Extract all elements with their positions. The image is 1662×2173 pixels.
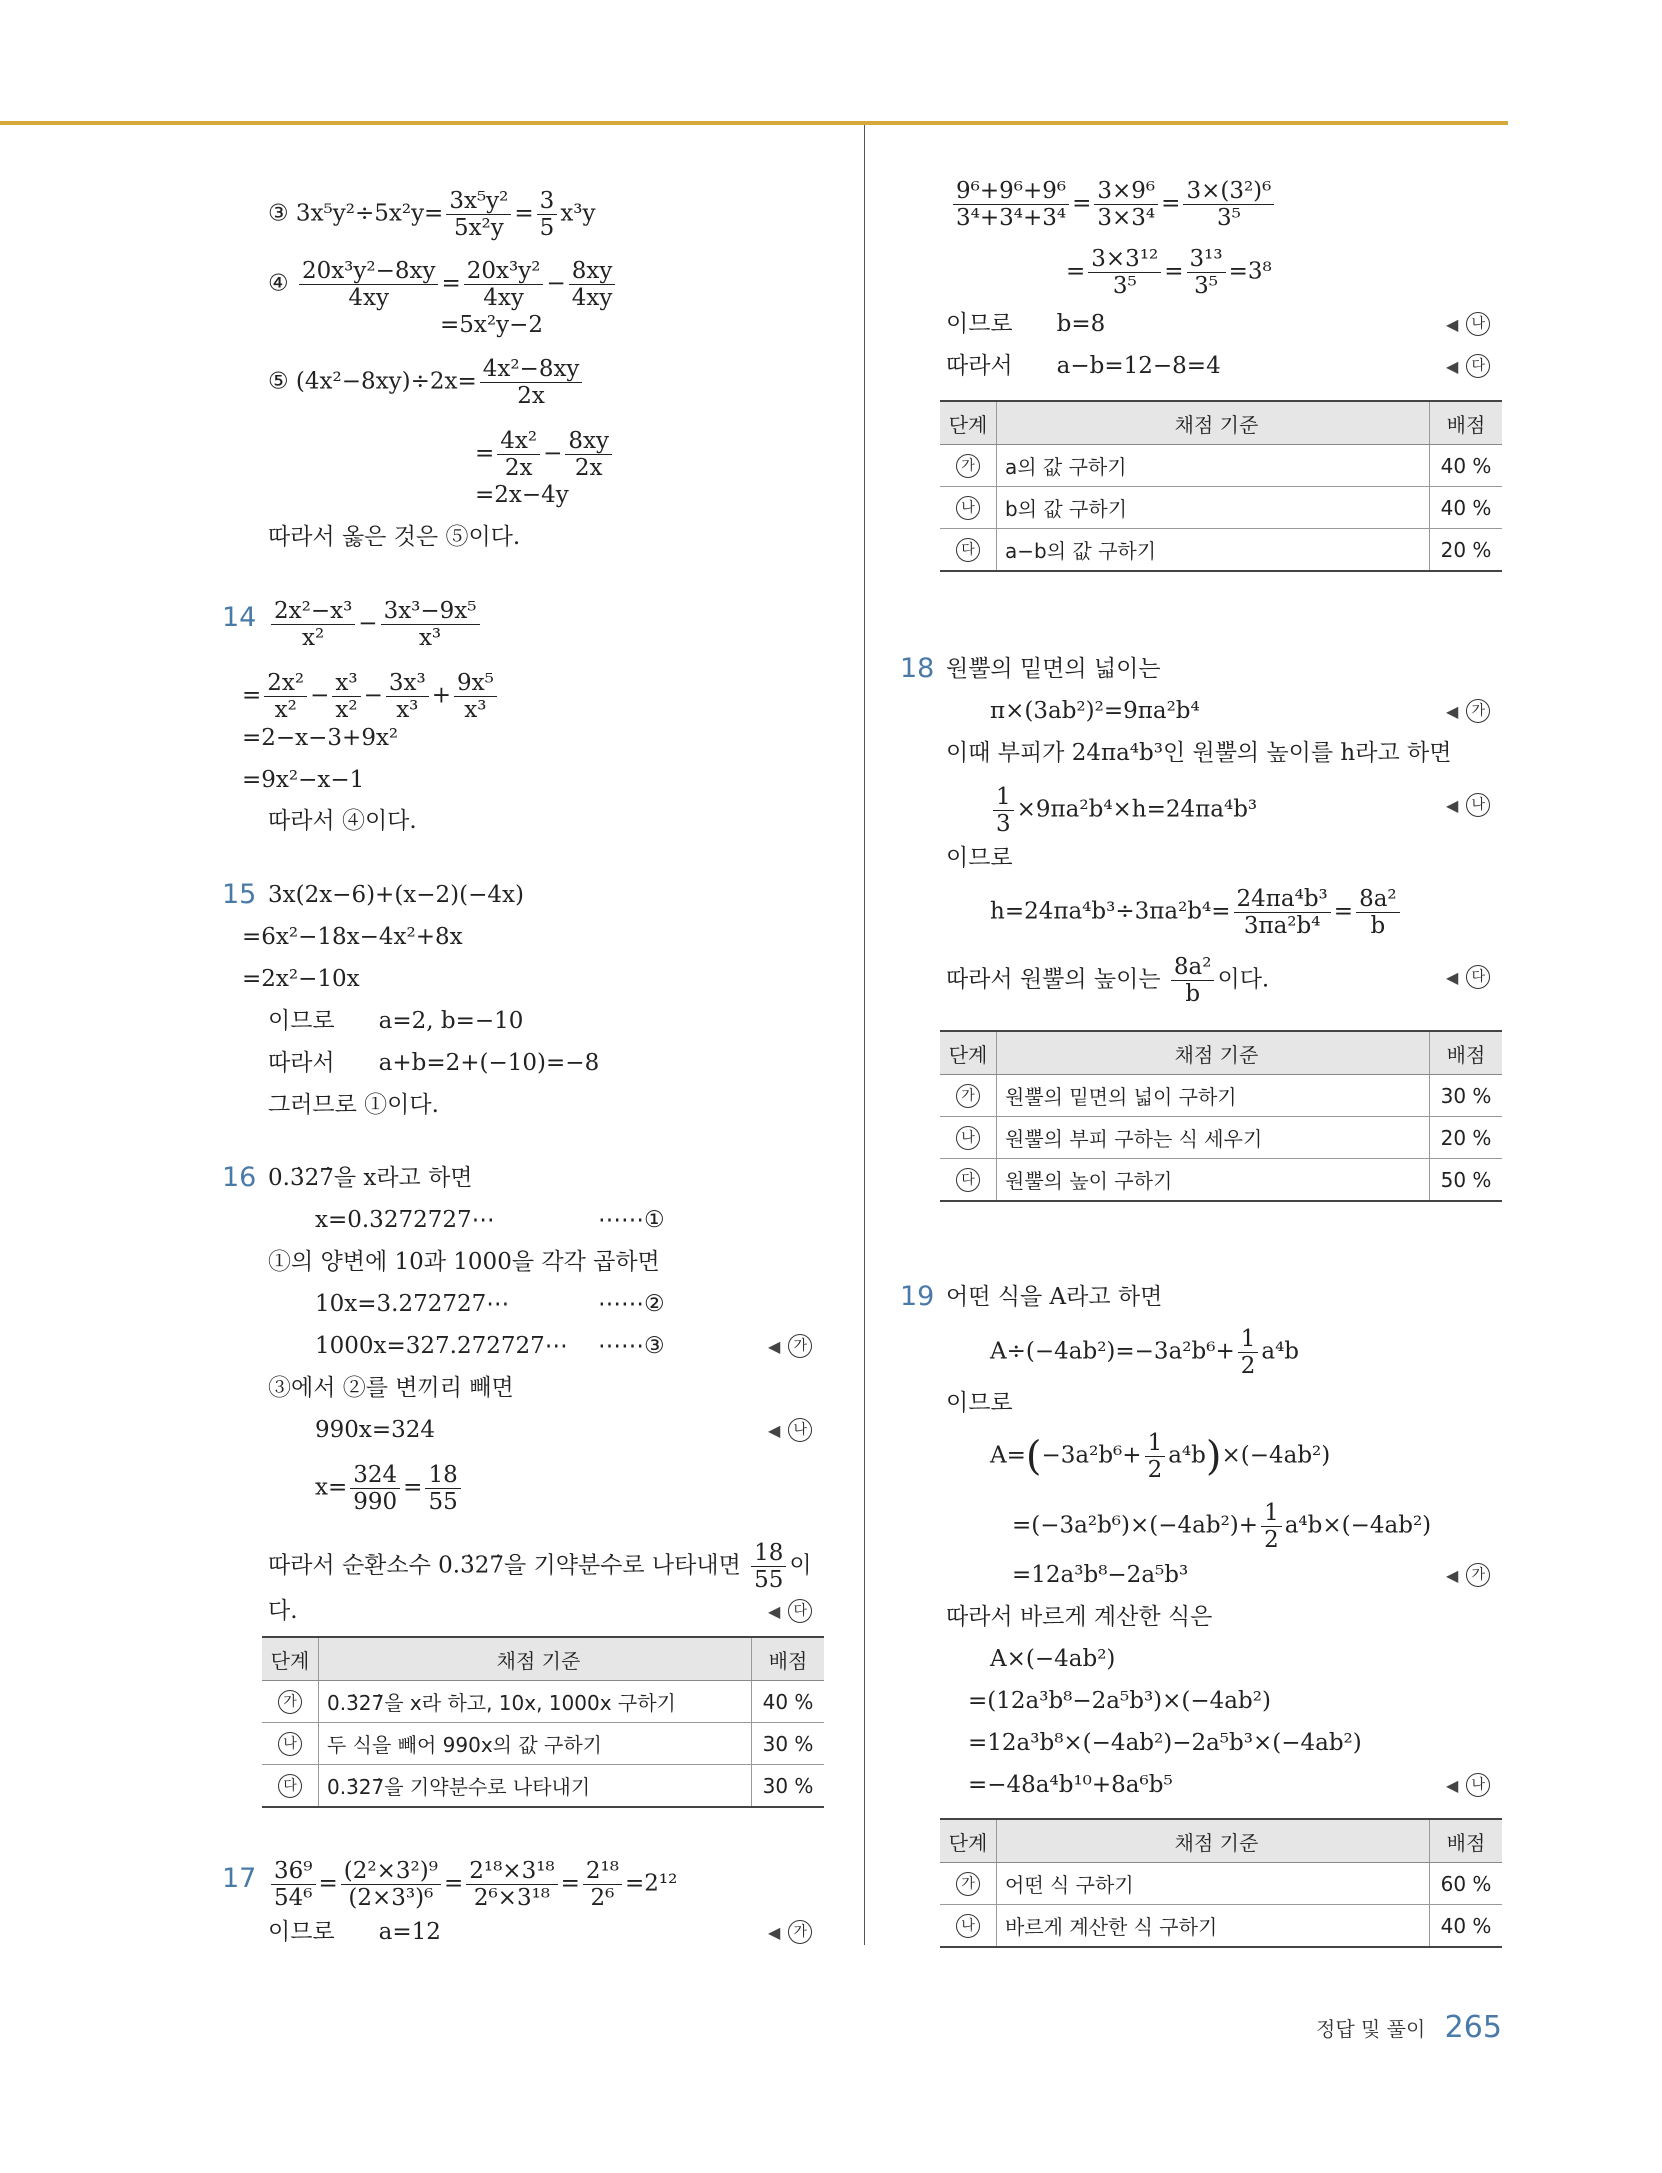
step-mark-ga: ◀ 가 (768, 1331, 812, 1362)
criterion-cell: a−b의 값 구하기 (997, 529, 1430, 572)
stage-mark: 나 (278, 1732, 302, 1756)
p14-line-3: =2−x−3+9x² (242, 725, 399, 751)
score-cell: 30 % (752, 1765, 825, 1808)
p15-line-5: 따라서 a+b=2+(−10)=−8 (268, 1050, 600, 1076)
p14-line-4: =9x²−x−1 (242, 767, 365, 793)
step-mark-na: ◀ 나 (1446, 790, 1490, 821)
header-criterion: 채점 기준 (997, 401, 1430, 445)
p19-line-10: =12a³b⁸×(−4ab²)−2a⁵b³×(−4ab²) (968, 1730, 1362, 1756)
stage-mark: 나 (956, 1126, 980, 1150)
step-mark-na: ◀ 나 (768, 1415, 812, 1446)
p16-line-8: x= $\frac{324}{990}$ = $\frac{18}{55}$ (315, 1462, 464, 1515)
score-cell: 60 % (1430, 1863, 1503, 1905)
p17-line-2: 이므로 a=12 (268, 1919, 441, 1945)
header-stage: 단계 (940, 1031, 997, 1075)
p16-tag-1: ⋯⋯① (598, 1207, 665, 1233)
p16-line-4: 10x=3.272727⋯ (315, 1291, 510, 1317)
p19-line-1: 어떤 식을 A라고 하면 (946, 1284, 1163, 1310)
table-row (940, 1159, 1502, 1202)
p19-line-2: A÷(−4ab²)=−3a²b⁶+ $\frac{1}{2}$ a⁴b (990, 1326, 1300, 1379)
criterion-cell: 어떤 식 구하기 (997, 1863, 1430, 1905)
p19-line-5: =(−3a²b⁶)×(−4ab²)+ $\frac{1}{2}$ a⁴b×(−4ab²) (1012, 1500, 1432, 1553)
p13-line-5: ⑤ (4x²−8xy)÷2x= $\frac{\text{4x²−8xy}}{2x}$ (268, 356, 585, 409)
p18-line-6: h=24πa⁴b³÷3πa²b⁴= $\frac{\text{24πa⁴b³}}{\text{3πa²b⁴}}$ = $\frac{\text{8a²}}{b}$ (990, 886, 1403, 939)
p18-line-1: 원뿔의 밑면의 넓이는 (946, 656, 1161, 682)
p17-line-1: $\frac{\text{36⁹}}{\text{54⁶}}$ = $\frac{\text{(2²×3²)⁹}}{\text{(2×3³)⁶}}$ = $\frac{\text{2¹⁸×3¹⁸}}{\text{2⁶×3¹⁸}}$ = $\frac{\text{2¹⁸}}{\text{2⁶}}$ =2¹² (268, 1858, 677, 1911)
grading-table-19 (940, 1818, 1502, 1948)
p16-line-9: 따라서 순환소수 0.3̇27̇을 기약분수로 나타내면 $\frac{18}{55}$ 이 (268, 1540, 812, 1593)
score-cell: 30 % (752, 1723, 825, 1765)
score-cell: 40 % (1430, 487, 1503, 529)
table-header-row (940, 1819, 1502, 1863)
step-mark-na: ◀ 나 (1446, 309, 1490, 340)
page-number: 265 (1444, 2010, 1502, 2045)
header-stage: 단계 (940, 401, 997, 445)
header-score: 배점 (1430, 401, 1503, 445)
table-row (262, 1765, 824, 1808)
table-row (262, 1723, 824, 1765)
problem-number-15: 15 (222, 879, 257, 910)
p15-conclusion: 그러므로 ①이다. (268, 1092, 439, 1118)
p13-line-4b: =5x²y−2 (440, 312, 543, 338)
p19-line-3: 이므로 (946, 1390, 1013, 1416)
step-mark-da: ◀ 다 (768, 1596, 812, 1627)
score-cell: 40 % (1430, 445, 1503, 487)
criterion-cell: b의 값 구하기 (997, 487, 1430, 529)
table-header-row (940, 1031, 1502, 1075)
p13-line-4: ④ $\frac{\text{20x³y²−8xy}}{4xy}$ = $\frac{\text{20x³y²}}{4xy}$ − $\frac{8xy}{4xy}$ (268, 258, 618, 311)
p16-tag-3: ⋯⋯③ (598, 1333, 665, 1359)
p13-conclusion: 따라서 옳은 것은 ⑤이다. (268, 524, 521, 550)
table-row (940, 1075, 1502, 1117)
column-divider (864, 125, 865, 1945)
p16-line-5: 1000x=327.272727⋯ (315, 1333, 568, 1359)
criterion-cell: 바르게 계산한 식 구하기 (997, 1905, 1430, 1948)
criterion-cell: 두 식을 빼어 990x의 값 구하기 (319, 1723, 752, 1765)
problem-number-16: 16 (222, 1162, 257, 1193)
p14-line-1: $\frac{\text{2x²−x³}}{\text{x²}}$ − $\frac{\text{3x³−9x⁵}}{\text{x³}}$ (268, 598, 483, 651)
p15-line-2: =6x²−18x−4x²+8x (242, 924, 463, 950)
p19-line-6: =12a³b⁸−2a⁵b³ (1012, 1562, 1189, 1588)
p19-line-9: =(12a³b⁸−2a⁵b³)×(−4ab²) (968, 1688, 1271, 1714)
header-stage: 단계 (940, 1819, 997, 1863)
header-criterion: 채점 기준 (997, 1031, 1430, 1075)
criterion-cell: a의 값 구하기 (997, 445, 1430, 487)
problem-number-18: 18 (900, 653, 935, 684)
stage-mark: 다 (956, 538, 980, 562)
p19-line-8: A×(−4ab²) (990, 1646, 1116, 1672)
p16-line-2: x=0.3272727⋯ (315, 1207, 495, 1233)
table-row (940, 1863, 1502, 1905)
header-criterion: 채점 기준 (997, 1819, 1430, 1863)
score-cell: 40 % (1430, 1905, 1503, 1948)
p13-line-3: ③ 3x⁵y²÷5x²y= $\frac{\text{3x⁵y²}}{\text{5x²y}}$ = $\frac{3}{5}$ x³y (268, 188, 596, 241)
problem-number-14: 14 (222, 602, 257, 633)
page-footer (1316, 2010, 1502, 2045)
p16-line-10: 다. (268, 1598, 298, 1624)
criterion-cell: 원뿔의 높이 구하기 (997, 1159, 1430, 1202)
p16-line-6: ③에서 ②를 변끼리 빼면 (268, 1375, 514, 1401)
problem-number-17: 17 (222, 1863, 257, 1894)
stage-mark: 가 (956, 1084, 980, 1108)
step-mark-ga: ◀ 가 (1446, 696, 1490, 727)
header-criterion: 채점 기준 (319, 1637, 752, 1681)
problem-number-19: 19 (900, 1281, 935, 1312)
p15-line-3: =2x²−10x (242, 966, 360, 992)
score-cell: 20 % (1430, 529, 1503, 572)
table-row (940, 529, 1502, 572)
p17-cont-line-1: $\frac{\text{9⁶+9⁶+9⁶}}{\text{3⁴+3⁴+3⁴}}$ = $\frac{\text{3×9⁶}}{\text{3×3⁴}}$ = $\frac{\text{3×(3²)⁶}}{\text{3⁵}}$ (950, 178, 1277, 231)
footer-title: 정답 및 풀이 (1316, 2017, 1426, 2041)
p16-line-3: ①의 양변에 10과 1000을 각각 곱하면 (268, 1249, 660, 1275)
stage-mark: 다 (956, 1168, 980, 1192)
stage-mark: 가 (956, 454, 980, 478)
table-row (940, 445, 1502, 487)
p17-cont-line-3: 이므로 b=8 (946, 311, 1106, 337)
p18-line-7: 따라서 원뿔의 높이는 $\frac{\text{8a²}}{b}$ 이다. (946, 954, 1270, 1007)
grading-table-17 (940, 400, 1502, 572)
p19-line-4: A=(−3a²b⁶+ $\frac{1}{2}$ a⁴b)×(−4ab²) (990, 1430, 1331, 1483)
stage-mark: 가 (278, 1690, 302, 1714)
p14-line-2: = $\frac{\text{2x²}}{\text{x²}}$ − $\frac{\text{x³}}{\text{x²}}$ − $\frac{\text{3x³}}{\text{x³}}$ + $\frac{\text{9x⁵}}{\text{x³}}$ (242, 670, 500, 723)
p16-tag-2: ⋯⋯② (598, 1291, 665, 1317)
header-score: 배점 (1430, 1031, 1503, 1075)
p18-line-2: π×(3ab²)²=9πa²b⁴ (990, 698, 1200, 724)
grading-table-16 (262, 1636, 824, 1808)
table-row (940, 1905, 1502, 1948)
table-header-row (262, 1637, 824, 1681)
table-row (940, 1117, 1502, 1159)
p18-line-4: $\frac{1}{3}$ ×9πa²b⁴×h=24πa⁴b³ (990, 784, 1257, 837)
p15-line-1: 3x(2x−6)+(x−2)(−4x) (268, 882, 524, 908)
p15-line-4: 이므로 a=2, b=−10 (268, 1008, 524, 1034)
p13-line-5b: = $\frac{\text{4x²}}{2x}$ − $\frac{8xy}{2x}$ (475, 428, 615, 481)
step-mark-da: ◀ 다 (1446, 351, 1490, 382)
criterion-cell: 원뿔의 부피 구하는 식 세우기 (997, 1117, 1430, 1159)
top-rule (0, 121, 1508, 125)
header-stage: 단계 (262, 1637, 319, 1681)
p19-line-11: =−48a⁴b¹⁰+8a⁶b⁵ (968, 1772, 1173, 1798)
score-cell: 30 % (1430, 1075, 1503, 1117)
stage-mark: 다 (278, 1774, 302, 1798)
p18-line-5: 이므로 (946, 845, 1013, 871)
table-header-row (940, 401, 1502, 445)
criterion-cell: 원뿔의 밑면의 넓이 구하기 (997, 1075, 1430, 1117)
table-row (262, 1681, 824, 1723)
criterion-cell: 0.3̇27̇을 기약분수로 나타내기 (319, 1765, 752, 1808)
score-cell: 20 % (1430, 1117, 1503, 1159)
p16-line-1: 0.3̇27̇을 x라고 하면 (268, 1165, 473, 1191)
stage-mark: 가 (956, 1872, 980, 1896)
p17-cont-line-2: = $\frac{\text{3×3¹²}}{\text{3⁵}}$ = $\frac{\text{3¹³}}{\text{3⁵}}$ =3⁸ (1066, 246, 1272, 299)
score-cell: 40 % (752, 1681, 825, 1723)
header-score: 배점 (752, 1637, 825, 1681)
grading-table-18 (940, 1030, 1502, 1202)
score-cell: 50 % (1430, 1159, 1503, 1202)
step-mark-na: ◀ 나 (1446, 1770, 1490, 1801)
p14-conclusion: 따라서 ④이다. (268, 808, 417, 834)
step-mark-da: ◀ 다 (1446, 962, 1490, 993)
stage-mark: 나 (956, 1914, 980, 1938)
header-score: 배점 (1430, 1819, 1503, 1863)
p19-line-7: 따라서 바르게 계산한 식은 (946, 1604, 1213, 1630)
criterion-cell: 0.3̇27̇을 x라 하고, 10x, 1000x 구하기 (319, 1681, 752, 1723)
table-row (940, 487, 1502, 529)
p17-cont-line-4: 따라서 a−b=12−8=4 (946, 353, 1221, 379)
p16-line-7: 990x=324 (315, 1417, 436, 1443)
step-mark-ga: ◀ 가 (1446, 1560, 1490, 1591)
stage-mark: 나 (956, 496, 980, 520)
p13-line-5c: =2x−4y (475, 482, 569, 508)
step-mark-ga: ◀ 가 (768, 1917, 812, 1948)
p18-line-3: 이때 부피가 24πa⁴b³인 원뿔의 높이를 h라고 하면 (946, 740, 1452, 766)
